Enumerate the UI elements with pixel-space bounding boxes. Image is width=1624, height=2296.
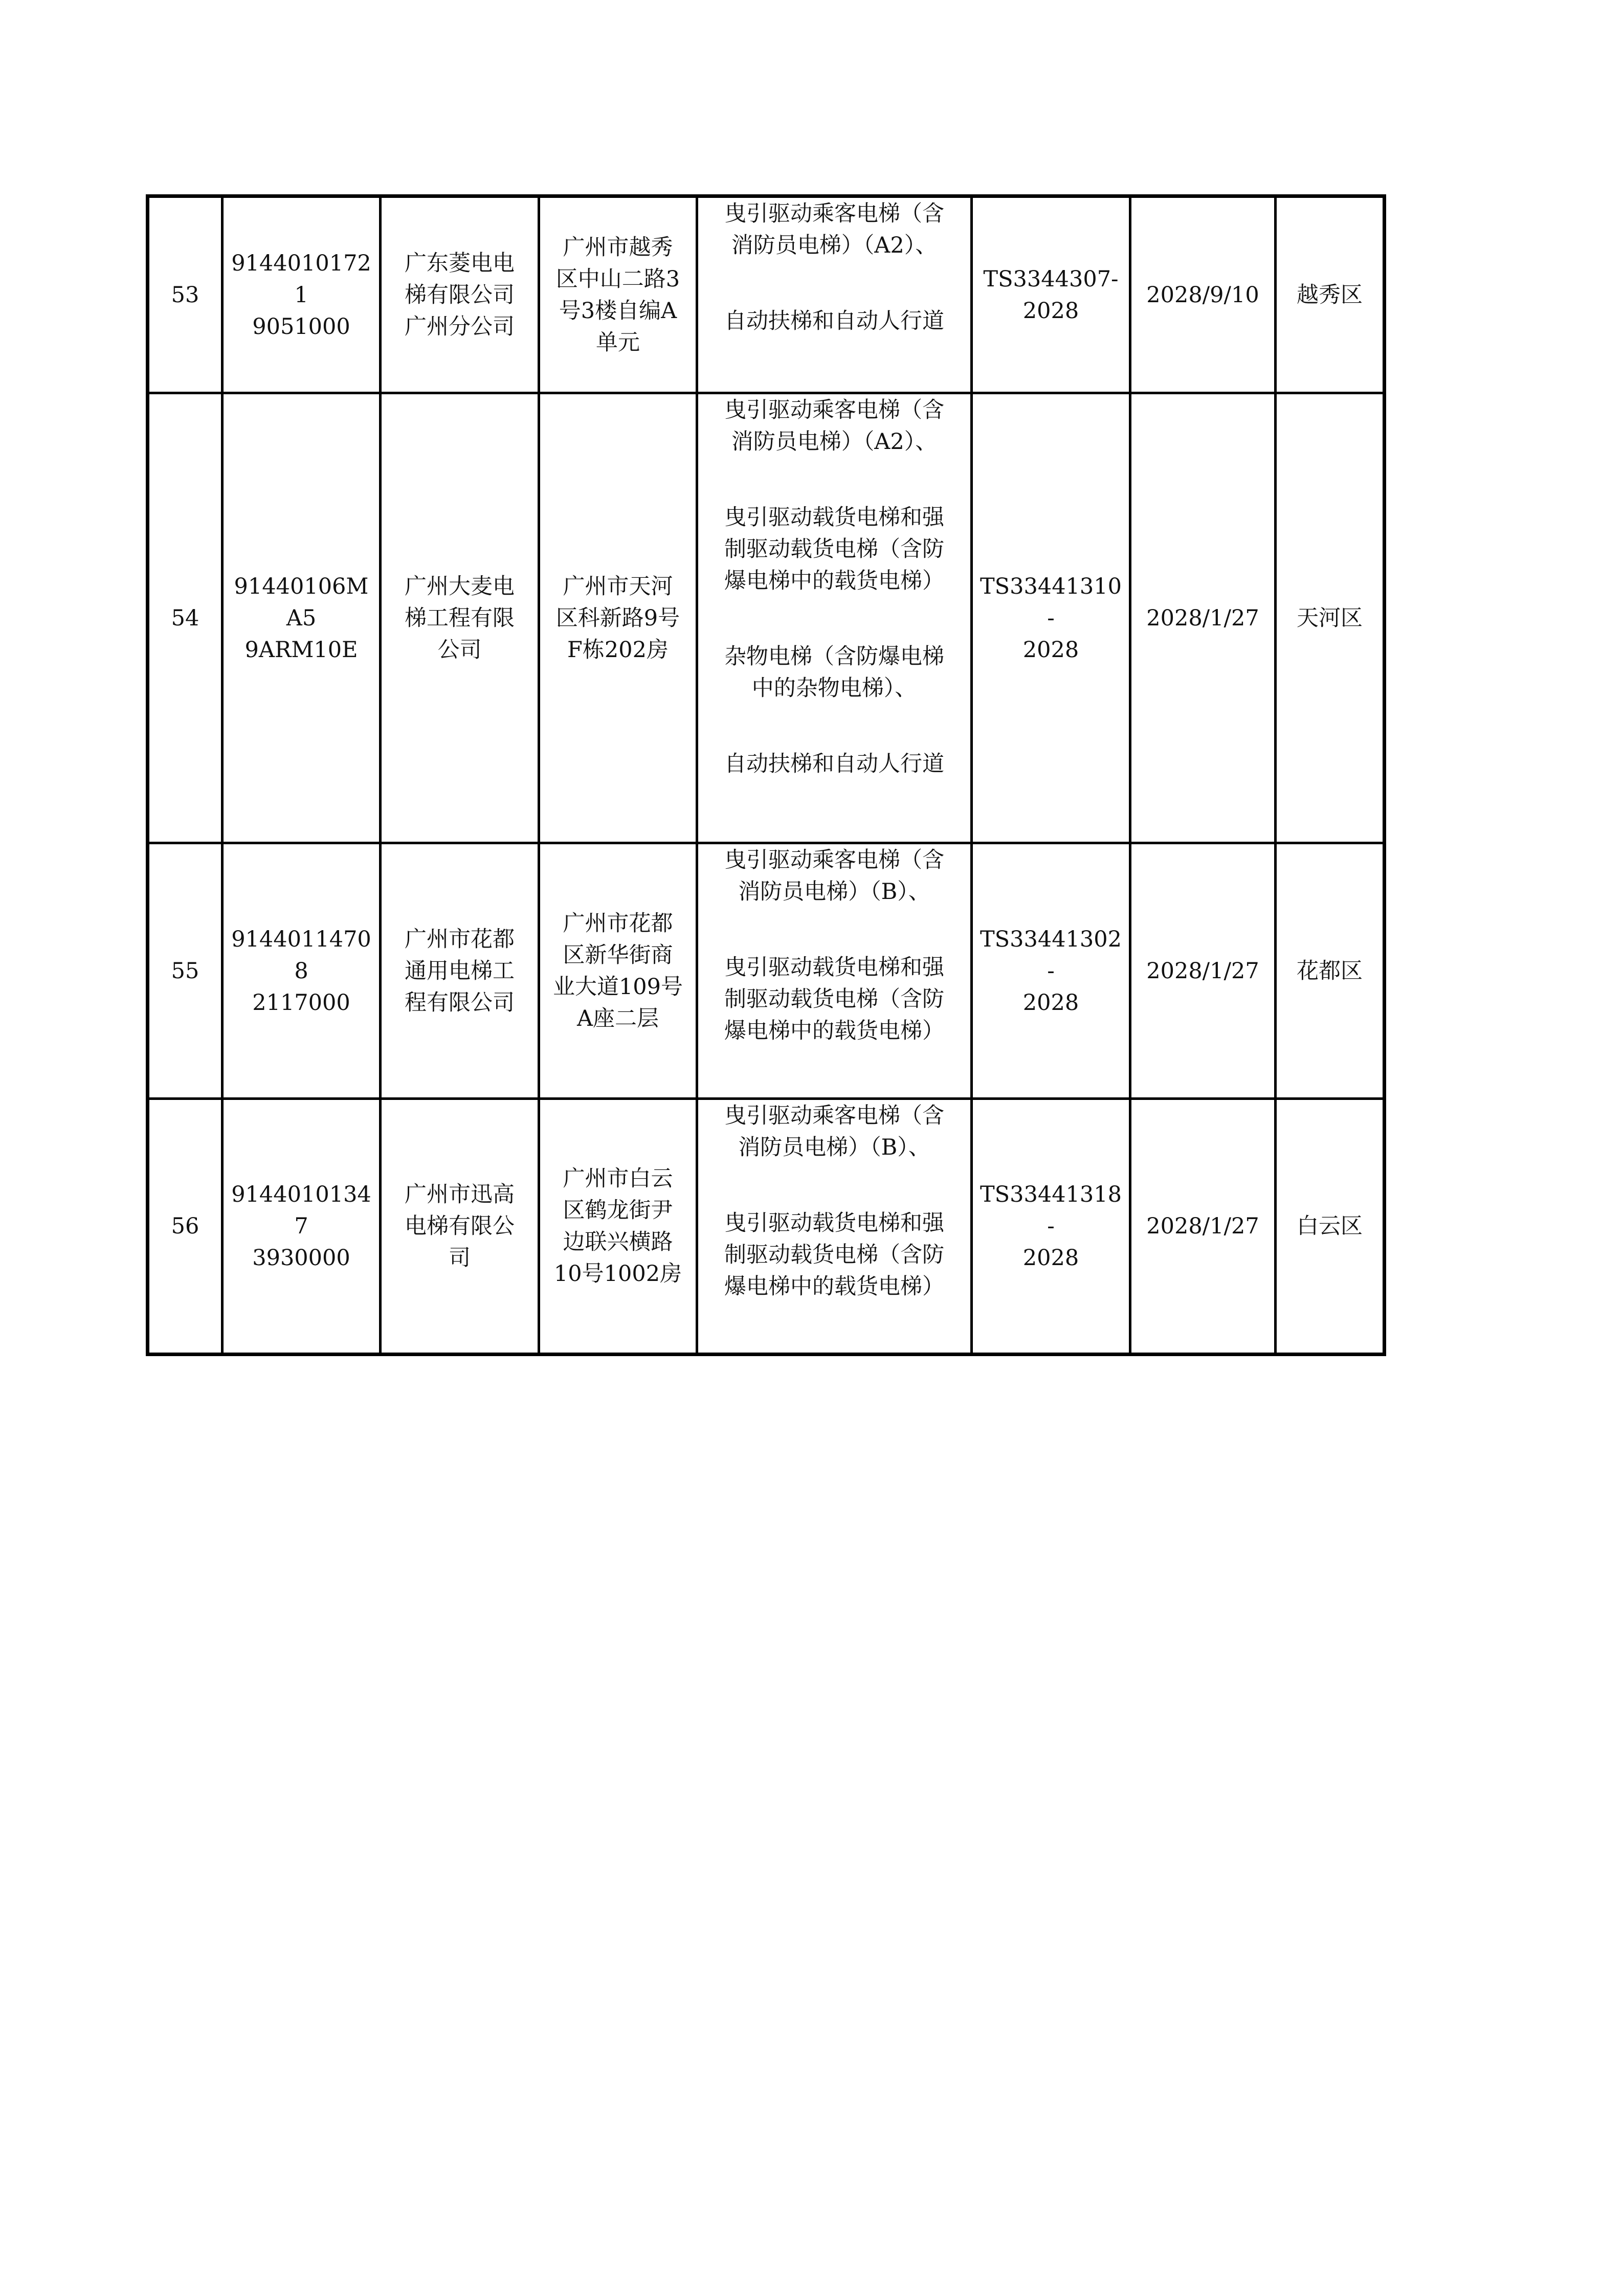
certificate-number-cell [972, 393, 1130, 843]
address-text [540, 908, 696, 1034]
scope-item-line: 爆电梯中的载货电梯） [724, 568, 944, 594]
company-name-cell [381, 393, 539, 843]
scope-item [704, 305, 964, 337]
text-line: 区新华街商 [563, 942, 673, 968]
scope-item-line: 消防员电梯）（A2）、 [731, 233, 938, 258]
scope-item-line: 曳引驱动载货电梯和强 [724, 1210, 944, 1236]
expiry-date-cell [1130, 843, 1276, 1099]
company-name-cell [381, 196, 539, 393]
license-table [146, 194, 1386, 1356]
text-line: 3930000 [252, 1245, 350, 1271]
expiry-date-cell [1130, 393, 1276, 843]
address-cell [539, 843, 697, 1099]
text-line: F栋202房 [567, 637, 669, 663]
certificate-number-cell [972, 1099, 1130, 1355]
scope-item [704, 198, 964, 261]
text-line: 广州市越秀 [563, 234, 673, 260]
scope-item [704, 1100, 964, 1163]
text-line: 91440101347 [231, 1182, 371, 1239]
text-line: 电梯有限公 [405, 1213, 515, 1239]
scope-item-line: 制驱动载货电梯（含防 [724, 986, 944, 1012]
address-cell [539, 393, 697, 843]
scope-item-line: 制驱动载货电梯（含防 [724, 1242, 944, 1268]
scope-item-line: 爆电梯中的载货电梯） [724, 1018, 944, 1044]
company-name-cell [381, 1099, 539, 1355]
text-line: 广州分公司 [405, 313, 515, 340]
text-line: 2028 [1022, 637, 1079, 663]
text-line: 司 [449, 1245, 471, 1271]
address-text [540, 232, 696, 358]
text-line: 程有限公司 [405, 989, 515, 1016]
row-number-cell [148, 1099, 223, 1355]
text-line: TS33441318- [980, 1182, 1122, 1239]
company-name-text [382, 924, 538, 1019]
scope-item [704, 748, 964, 780]
text-line: 广东菱电电 [405, 250, 515, 276]
row-number-text: 53 [171, 282, 199, 308]
credit-code-cell [223, 393, 381, 843]
text-line: 广州大麦电 [405, 573, 515, 599]
district-text: 越秀区 [1297, 282, 1363, 308]
table-row [148, 393, 1385, 843]
text-line: 号3楼自编A [559, 298, 677, 324]
text-line: 广州市天河 [563, 573, 673, 599]
district-cell [1276, 393, 1385, 843]
row-number-text: 54 [171, 605, 199, 631]
license-scope-cell [697, 1099, 972, 1355]
scope-item-line: 曳引驱动乘客电梯（含 [724, 397, 944, 423]
scope-item-line: 自动扶梯和自动人行道 [724, 308, 944, 334]
scope-item [704, 641, 964, 704]
table-row [148, 196, 1385, 393]
text-line: 9ARM10E [244, 637, 358, 663]
table-body [148, 196, 1385, 1355]
license-scope-cell [697, 393, 972, 843]
expiry-date-text: 2028/1/27 [1146, 605, 1259, 631]
address-cell [539, 1099, 697, 1355]
certificate-number-text [973, 571, 1129, 666]
scope-item-line: 爆电梯中的载货电梯） [724, 1274, 944, 1299]
certificate-number-text [973, 263, 1129, 327]
scope-item [704, 502, 964, 597]
text-line: 梯工程有限 [405, 605, 515, 631]
district-text: 天河区 [1297, 605, 1363, 631]
expiry-date-text: 2028/1/27 [1146, 958, 1259, 984]
text-line: 91440114708 [231, 926, 371, 984]
company-name-text [382, 247, 538, 343]
text-line: 91440106MA5 [234, 573, 369, 631]
text-line: 2028 [1022, 1245, 1079, 1271]
text-line: TS33441302- [980, 926, 1122, 984]
scope-item-line: 曳引驱动乘客电梯（含 [724, 1103, 944, 1129]
district-cell [1276, 196, 1385, 393]
scope-item-line: 曳引驱动乘客电梯（含 [724, 201, 944, 227]
scope-item-line: 消防员电梯）（B）、 [738, 1135, 930, 1160]
credit-code-text [224, 924, 379, 1019]
address-text [540, 1163, 696, 1290]
row-number-text: 55 [171, 958, 199, 984]
text-line: 业大道109号 [552, 974, 683, 1000]
text-line: 通用电梯工 [405, 958, 515, 984]
certificate-number-text [973, 1179, 1129, 1274]
scope-item-line: 曳引驱动载货电梯和强 [724, 505, 944, 530]
text-line: 9051000 [252, 313, 350, 340]
license-scope-cell [697, 843, 972, 1099]
text-line: 区中山二路3 [555, 266, 680, 292]
license-scope-cell [697, 196, 972, 393]
text-line: 单元 [596, 329, 640, 355]
scope-item-line: 中的杂物电梯）、 [751, 676, 917, 701]
credit-code-cell [223, 843, 381, 1099]
credit-code-cell [223, 1099, 381, 1355]
scope-item [704, 952, 964, 1047]
table-row [148, 843, 1385, 1099]
company-name-cell [381, 843, 539, 1099]
scope-item [704, 844, 964, 908]
scope-item [704, 394, 964, 458]
text-line: 区鹤龙街尹 [563, 1198, 673, 1223]
certificate-number-cell [972, 843, 1130, 1099]
text-line: 10号1002房 [553, 1261, 682, 1287]
expiry-date-text: 2028/1/27 [1146, 1213, 1259, 1239]
text-line: 广州市花都 [405, 926, 515, 952]
certificate-number-text [973, 924, 1129, 1019]
row-number-cell [148, 196, 223, 393]
text-line: A座二层 [576, 1005, 659, 1031]
scope-item-line: 杂物电梯（含防爆电梯 [724, 644, 944, 669]
text-line: TS3344307- [983, 266, 1119, 292]
table-row [148, 1099, 1385, 1355]
credit-code-text [224, 247, 379, 343]
row-number-text: 56 [171, 1213, 199, 1239]
credit-code-cell [223, 196, 381, 393]
text-line: 广州市迅高 [405, 1182, 515, 1207]
scope-item-line: 自动扶梯和自动人行道 [724, 751, 944, 777]
scope-item-line: 消防员电梯）（B）、 [738, 879, 930, 905]
district-cell [1276, 1099, 1385, 1355]
credit-code-text [224, 571, 379, 666]
expiry-date-text: 2028/9/10 [1146, 282, 1259, 308]
text-line: 区科新路9号 [555, 605, 680, 631]
expiry-date-cell [1130, 196, 1276, 393]
scope-item-line: 曳引驱动乘客电梯（含 [724, 847, 944, 873]
expiry-date-cell [1130, 1099, 1276, 1355]
company-name-text [382, 571, 538, 666]
district-cell [1276, 843, 1385, 1099]
scope-item [704, 1207, 964, 1302]
scope-item-line: 消防员电梯）（A2）、 [731, 429, 938, 455]
credit-code-text [224, 1179, 379, 1274]
scope-item-line: 曳引驱动载货电梯和强 [724, 955, 944, 980]
certificate-number-cell [972, 196, 1130, 393]
address-cell [539, 196, 697, 393]
text-line: 2028 [1022, 298, 1079, 324]
address-text [540, 571, 696, 666]
row-number-cell [148, 393, 223, 843]
company-name-text [382, 1179, 538, 1274]
district-text: 白云区 [1297, 1213, 1363, 1239]
text-line: 2117000 [252, 989, 350, 1016]
text-line: 梯有限公司 [405, 282, 515, 308]
text-line: 广州市白云 [563, 1166, 673, 1191]
text-line: 2028 [1022, 989, 1079, 1016]
text-line: TS33441310- [980, 573, 1122, 631]
text-line: 91440101721 [231, 250, 371, 308]
row-number-cell [148, 843, 223, 1099]
scope-item-line: 制驱动载货电梯（含防 [724, 536, 944, 562]
text-line: 公司 [437, 637, 482, 663]
text-line: 边联兴横路 [563, 1229, 673, 1255]
district-text: 花都区 [1297, 958, 1363, 984]
text-line: 广州市花都 [563, 910, 673, 936]
